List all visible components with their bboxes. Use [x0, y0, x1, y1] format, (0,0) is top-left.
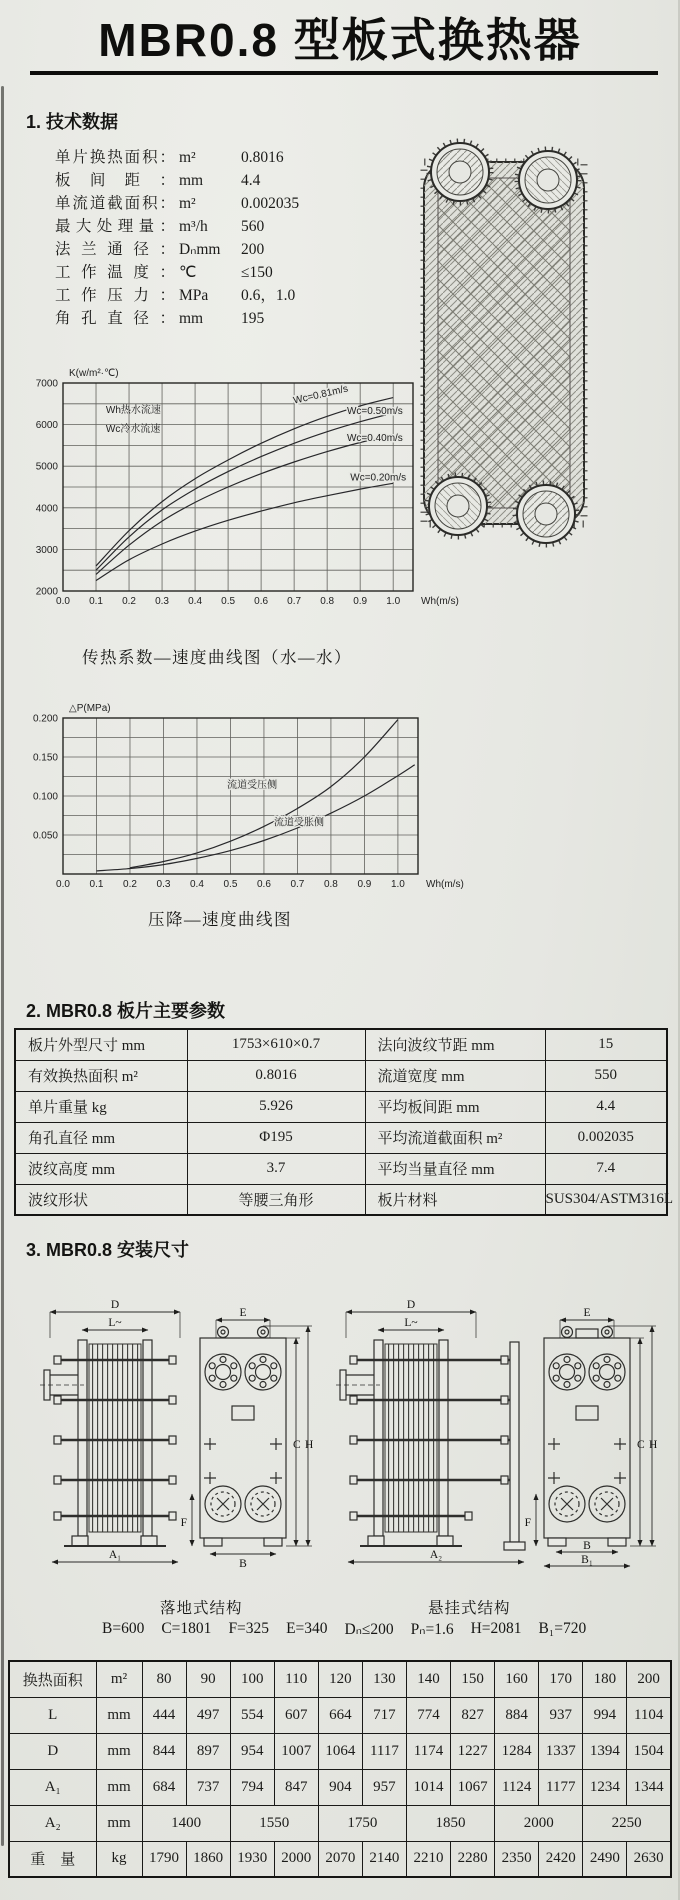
value-cell: 1014	[406, 1769, 450, 1805]
table-row	[9, 1841, 671, 1877]
value-cell: 904	[318, 1769, 362, 1805]
tech-data-row	[55, 238, 400, 261]
tech-label: 单流道截面积：	[55, 195, 175, 212]
tech-value: 0.8016	[241, 149, 284, 166]
tech-value: 195	[241, 310, 265, 327]
dim-label-a1: A₁	[108, 1549, 122, 1561]
value-cell: 884	[495, 1697, 539, 1733]
param-value-cell: 550	[545, 1060, 667, 1091]
chart1-caption: 传热系数—速度曲线图（水—水）	[82, 648, 352, 667]
section2-heading: 2. MBR0.8 板片主要参数	[26, 1001, 226, 1021]
value-cell: 1850	[406, 1805, 494, 1841]
table-row	[9, 1769, 671, 1805]
dim-value: Dₙ≤200	[344, 1621, 394, 1638]
value-cell: 1177	[539, 1769, 583, 1805]
dim-label-b: B	[239, 1558, 247, 1570]
installation-dims-line	[102, 1620, 602, 1639]
svg-text:0.6: 0.6	[254, 596, 269, 607]
svg-text:4000: 4000	[35, 503, 58, 515]
row-label-cell: 重 量	[9, 1841, 96, 1877]
value-cell: 1064	[318, 1733, 362, 1769]
value-cell: 1930	[230, 1841, 274, 1877]
dim-value: C=1801	[161, 1620, 212, 1637]
value-cell: 2350	[495, 1841, 539, 1877]
section1-heading: 1. 技术数据	[26, 112, 119, 132]
table-row	[9, 1661, 671, 1697]
svg-text:0.1: 0.1	[89, 879, 104, 890]
svg-text:7000: 7000	[35, 378, 58, 390]
dim-label-e2: E	[583, 1307, 591, 1319]
dim-value: H=2081	[470, 1620, 522, 1637]
dim-value: Pₙ=1.6	[410, 1621, 454, 1638]
value-cell: 847	[274, 1769, 318, 1805]
tech-unit: mm	[179, 310, 204, 327]
value-cell: 1550	[230, 1805, 318, 1841]
value-cell: 2490	[583, 1841, 627, 1877]
value-cell: 1007	[274, 1733, 318, 1769]
install-table	[8, 1660, 672, 1878]
value-cell: 497	[186, 1697, 230, 1733]
tech-label: 角孔直径：	[55, 310, 175, 327]
tech-data-row	[55, 215, 400, 238]
dim-label-f2: F	[524, 1517, 531, 1529]
param-label-cell: 平均流道截面积 m²	[365, 1122, 545, 1153]
tech-value: 200	[241, 241, 265, 258]
dim-label-h2: H	[649, 1439, 658, 1451]
param-value-cell: 4.4	[545, 1091, 667, 1122]
value-cell: 607	[274, 1697, 318, 1733]
svg-text:Wh(m/s): Wh(m/s)	[426, 879, 464, 890]
svg-text:1.0: 1.0	[386, 596, 401, 607]
value-cell: 150	[451, 1661, 495, 1697]
chart2-caption: 压降—速度曲线图	[148, 910, 292, 929]
param-label-cell: 平均板间距 mm	[365, 1091, 545, 1122]
param-value-cell: 3.7	[187, 1153, 365, 1184]
value-cell: 937	[539, 1697, 583, 1733]
dim-label-e: E	[239, 1307, 247, 1319]
table-row	[9, 1805, 671, 1841]
side-view-suspended-drawing	[336, 1299, 525, 1562]
svg-text:0.2: 0.2	[123, 879, 137, 890]
tech-data-row	[55, 169, 400, 192]
value-cell: 1860	[186, 1841, 230, 1877]
svg-text:0.3: 0.3	[156, 879, 171, 890]
row-label-cell: L	[9, 1697, 96, 1733]
value-cell: 827	[451, 1697, 495, 1733]
front-view-suspended-drawing	[525, 1307, 658, 1566]
param-label-cell: 法向波纹节距 mm	[365, 1029, 545, 1060]
tech-data-row	[55, 146, 400, 169]
dim-label-d: D	[110, 1299, 120, 1311]
value-cell: 2000	[495, 1805, 583, 1841]
side-view-floor-drawing	[40, 1299, 180, 1562]
table-row	[9, 1697, 671, 1733]
svg-text:△P(MPa): △P(MPa)	[69, 703, 111, 714]
value-cell: 1344	[627, 1769, 671, 1805]
value-cell: 1067	[451, 1769, 495, 1805]
param-label-cell: 单片重量 kg	[15, 1091, 187, 1122]
value-cell: 170	[539, 1661, 583, 1697]
tech-label: 板间距：	[55, 172, 175, 189]
param-label-cell: 有效换热面积 m²	[15, 1060, 187, 1091]
value-cell: 794	[230, 1769, 274, 1805]
value-cell: 2140	[362, 1841, 406, 1877]
value-cell: 1790	[142, 1841, 186, 1877]
dim-label-b1: B₁	[581, 1554, 593, 1566]
svg-text:0.0: 0.0	[56, 596, 70, 607]
param-value-cell: 15	[545, 1029, 667, 1060]
svg-text:Wc=0.81m/s: Wc=0.81m/s	[292, 383, 350, 407]
svg-text:0.050: 0.050	[32, 830, 58, 842]
plate-heat-exchanger-diagram	[408, 132, 608, 557]
table-row	[15, 1060, 667, 1091]
table-row	[15, 1184, 667, 1215]
svg-text:0.5: 0.5	[221, 596, 236, 607]
dim-label-l: L~	[108, 1317, 122, 1329]
value-cell: 1400	[142, 1805, 230, 1841]
page-title: MBR0.8 型板式换热器	[98, 14, 582, 66]
row-unit-cell: kg	[96, 1841, 142, 1877]
row-unit-cell: mm	[96, 1733, 142, 1769]
param-value-cell: 0.002035	[545, 1122, 667, 1153]
param-label-cell: 角孔直径 mm	[15, 1122, 187, 1153]
value-cell: 200	[627, 1661, 671, 1697]
pressure-drop-velocity-chart	[15, 680, 475, 895]
svg-text:流道受胀侧: 流道受胀侧	[273, 817, 324, 829]
value-cell: 664	[318, 1697, 362, 1733]
tech-value: 560	[241, 218, 265, 235]
value-cell: 80	[142, 1661, 186, 1697]
param-value-cell: Φ195	[187, 1122, 365, 1153]
tech-unit: MPa	[179, 287, 209, 304]
svg-text:0.3: 0.3	[155, 596, 170, 607]
param-label-cell: 板片材料	[365, 1184, 545, 1215]
value-cell: 957	[362, 1769, 406, 1805]
table-row	[15, 1091, 667, 1122]
value-cell: 1117	[362, 1733, 406, 1769]
value-cell: 2210	[406, 1841, 450, 1877]
table-row	[15, 1122, 667, 1153]
param-value-cell: 等腰三角形	[187, 1184, 365, 1215]
svg-text:流道受压侧: 流道受压侧	[227, 780, 278, 792]
plate-params-table	[14, 1028, 674, 1216]
param-value-cell: 1753×610×0.7	[187, 1029, 365, 1060]
svg-text:0.200: 0.200	[32, 713, 58, 725]
value-cell: 2000	[274, 1841, 318, 1877]
value-cell: 554	[230, 1697, 274, 1733]
row-label-cell: A₂	[9, 1805, 96, 1841]
param-label-cell: 板片外型尺寸 mm	[15, 1029, 187, 1060]
structure-label-suspended: 悬挂式结构	[428, 1600, 511, 1617]
value-cell: 2250	[583, 1805, 671, 1841]
svg-text:Wc=0.40m/s: Wc=0.40m/s	[346, 433, 403, 445]
table-row	[9, 1733, 671, 1769]
value-cell: 160	[495, 1661, 539, 1697]
svg-text:0.5: 0.5	[223, 879, 238, 890]
tech-label: 法兰通径：	[55, 241, 175, 258]
tech-data-row	[55, 307, 400, 330]
param-label-cell: 波纹形状	[15, 1184, 187, 1215]
svg-text:Wc=0.50m/s: Wc=0.50m/s	[346, 405, 403, 417]
row-label-cell: A₁	[9, 1769, 96, 1805]
tech-unit: m³/h	[179, 218, 208, 235]
svg-text:0.8: 0.8	[323, 879, 338, 890]
value-cell: 1750	[318, 1805, 406, 1841]
value-cell: 2070	[318, 1841, 362, 1877]
svg-text:0.4: 0.4	[188, 596, 203, 607]
tech-unit: Dₙmm	[179, 241, 221, 258]
value-cell: 897	[186, 1733, 230, 1769]
value-cell: 120	[318, 1661, 362, 1697]
tech-label: 工作压力：	[55, 287, 175, 304]
value-cell: 2280	[451, 1841, 495, 1877]
value-cell: 1124	[495, 1769, 539, 1805]
dim-label-h: H	[305, 1439, 314, 1451]
dim-label-d2: D	[406, 1299, 416, 1311]
dim-label-l2: L~	[404, 1317, 418, 1329]
dim-value: B=600	[102, 1620, 145, 1637]
value-cell: 844	[142, 1733, 186, 1769]
tech-data-list	[55, 146, 400, 330]
dim-label-c: C	[293, 1439, 301, 1451]
param-label-cell: 流道宽度 mm	[365, 1060, 545, 1091]
value-cell: 954	[230, 1733, 274, 1769]
tech-unit: m²	[179, 195, 196, 212]
svg-text:Wc冷水流速: Wc冷水流速	[105, 424, 161, 436]
svg-text:Wc=0.20m/s: Wc=0.20m/s	[350, 472, 407, 484]
tech-value: ≤150	[241, 264, 273, 281]
tech-data-row	[55, 192, 400, 215]
svg-text:0.150: 0.150	[32, 752, 58, 764]
value-cell: 1394	[583, 1733, 627, 1769]
plate-body	[424, 162, 584, 524]
value-cell: 1104	[627, 1697, 671, 1733]
tech-value: 4.4	[241, 172, 261, 189]
installation-drawings	[0, 1290, 680, 1590]
value-cell: 1504	[627, 1733, 671, 1769]
param-value-cell: 5.926	[187, 1091, 365, 1122]
row-unit-cell: mm	[96, 1769, 142, 1805]
value-cell: 130	[362, 1661, 406, 1697]
svg-text:0.2: 0.2	[122, 596, 136, 607]
svg-text:Wh(m/s): Wh(m/s)	[421, 596, 459, 607]
value-cell: 994	[583, 1697, 627, 1733]
svg-text:K(w/m²·℃): K(w/m²·℃)	[69, 368, 119, 379]
svg-text:Wh热水流速: Wh热水流速	[105, 404, 161, 416]
value-cell: 684	[142, 1769, 186, 1805]
param-value-cell: 0.8016	[187, 1060, 365, 1091]
dim-value: B₁=720	[538, 1620, 587, 1637]
param-value-cell: SUS304/ASTM316L	[545, 1184, 667, 1215]
svg-text:0.0: 0.0	[56, 879, 70, 890]
tech-label: 工作温度：	[55, 264, 175, 281]
table-row	[15, 1029, 667, 1060]
row-unit-cell: m²	[96, 1661, 142, 1697]
param-value-cell: 7.4	[545, 1153, 667, 1184]
tech-unit: ℃	[179, 264, 197, 281]
row-unit-cell: mm	[96, 1805, 142, 1841]
value-cell: 1174	[406, 1733, 450, 1769]
value-cell: 774	[406, 1697, 450, 1733]
svg-text:0.9: 0.9	[357, 879, 372, 890]
value-cell: 444	[142, 1697, 186, 1733]
row-label-cell: 换热面积	[9, 1661, 96, 1697]
dim-label-c2: C	[637, 1439, 645, 1451]
dim-value: F=325	[228, 1620, 270, 1637]
value-cell: 90	[186, 1661, 230, 1697]
title-divider	[30, 71, 658, 75]
value-cell: 110	[274, 1661, 318, 1697]
heat-transfer-velocity-chart	[15, 360, 475, 615]
value-cell: 140	[406, 1661, 450, 1697]
param-label-cell: 波纹高度 mm	[15, 1153, 187, 1184]
dim-label-a2: A₂	[429, 1549, 443, 1561]
value-cell: 2420	[539, 1841, 583, 1877]
svg-text:0.1: 0.1	[89, 596, 103, 607]
svg-text:0.7: 0.7	[287, 596, 302, 607]
row-label-cell: D	[9, 1733, 96, 1769]
tech-unit: m²	[179, 149, 196, 166]
tech-value: 0.6，1.0	[241, 287, 296, 304]
svg-text:5000: 5000	[35, 461, 58, 473]
svg-text:0.6: 0.6	[256, 879, 271, 890]
svg-text:0.100: 0.100	[32, 791, 58, 803]
svg-text:0.9: 0.9	[353, 596, 368, 607]
tech-unit: mm	[179, 172, 204, 189]
value-cell: 1234	[583, 1769, 627, 1805]
table-row	[15, 1153, 667, 1184]
tech-label: 最大处理量：	[55, 218, 175, 235]
dim-value: E=340	[286, 1620, 328, 1637]
tech-data-row	[55, 284, 400, 307]
value-cell: 1227	[451, 1733, 495, 1769]
svg-text:0.8: 0.8	[320, 596, 335, 607]
structure-label-floor: 落地式结构	[160, 1600, 243, 1617]
tech-label: 单片换热面积：	[55, 149, 175, 166]
value-cell: 2630	[627, 1841, 671, 1877]
svg-text:1.0: 1.0	[390, 879, 405, 890]
value-cell: 180	[583, 1661, 627, 1697]
dim-label-f: F	[180, 1517, 187, 1529]
svg-text:0.7: 0.7	[290, 879, 305, 890]
svg-text:2000: 2000	[35, 586, 58, 598]
value-cell: 1337	[539, 1733, 583, 1769]
front-view-floor-drawing	[181, 1307, 314, 1570]
value-cell: 100	[230, 1661, 274, 1697]
value-cell: 1284	[495, 1733, 539, 1769]
tech-data-row	[55, 261, 400, 284]
tech-value: 0.002035	[241, 195, 300, 212]
svg-text:3000: 3000	[35, 544, 58, 556]
dim-label-b2: B	[583, 1540, 591, 1552]
param-label-cell: 平均当量直径 mm	[365, 1153, 545, 1184]
section3-heading: 3. MBR0.8 安装尺寸	[26, 1240, 190, 1260]
value-cell: 717	[362, 1697, 406, 1733]
value-cell: 737	[186, 1769, 230, 1805]
svg-text:0.4: 0.4	[190, 879, 204, 890]
svg-text:6000: 6000	[35, 420, 58, 432]
row-unit-cell: mm	[96, 1697, 142, 1733]
